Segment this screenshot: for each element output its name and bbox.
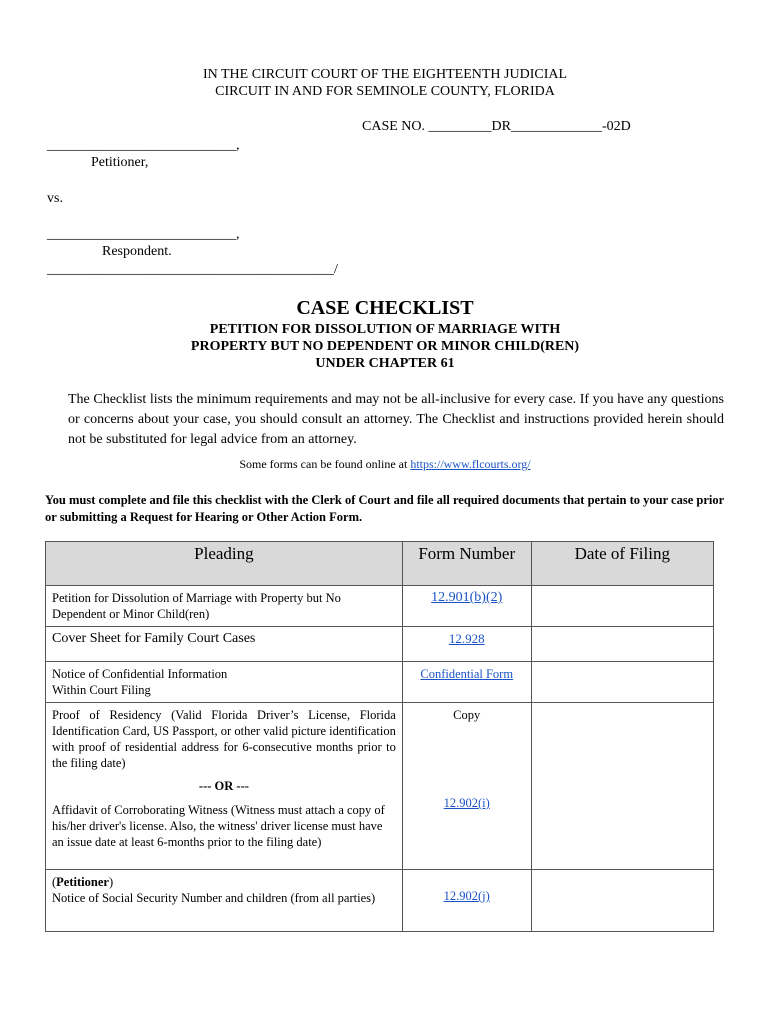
form-link[interactable]: 12.901(b)(2) — [431, 590, 503, 605]
form-copy: Copy — [453, 708, 481, 722]
pleading-cell: (Petitioner) Notice of Social Security Number and children (from all parties) — [52, 875, 376, 905]
header-date-of-filing: Date of Filing — [531, 542, 713, 586]
court-heading — [0, 66, 770, 100]
form-link[interactable]: Confidential Form — [420, 667, 514, 681]
respondent-label: Respondent. — [102, 244, 172, 259]
form-link[interactable]: 12.902(j) — [443, 889, 490, 903]
court-line-2: CIRCUIT IN AND FOR SEMINOLE COUNTY, FLORIDA — [215, 84, 555, 99]
subtitle-line-3: UNDER CHAPTER 61 — [315, 356, 455, 371]
petitioner-label: Petitioner, — [91, 155, 149, 170]
pleading-cell: Cover Sheet for Family Court Cases — [52, 631, 256, 646]
court-line-1: IN THE CIRCUIT COURT OF THE EIGHTEENTH JUDICIAL — [202, 67, 568, 82]
table-row — [46, 627, 714, 662]
case-number-field: CASE NO. _________DR_____________-02D — [362, 119, 631, 134]
date-of-filing-cell[interactable] — [531, 870, 713, 932]
or-separator: --- OR --- — [198, 779, 249, 793]
page-subtitle — [0, 321, 770, 372]
subtitle-line-1: PETITION FOR DISSOLUTION OF MARRIAGE WITH — [209, 322, 561, 337]
pleading-cell: Notice of Confidential Information Within Court Filing — [52, 667, 228, 697]
flcourts-link[interactable]: https://www.flcourts.org/ — [410, 457, 531, 471]
form-link[interactable]: 12.902(i) — [443, 796, 490, 810]
date-of-filing-cell[interactable] — [531, 662, 713, 703]
date-of-filing-cell[interactable] — [531, 703, 713, 870]
header-pleading: Pleading — [46, 542, 403, 586]
table-row — [46, 870, 714, 932]
checklist-table — [45, 541, 714, 932]
date-of-filing-cell[interactable] — [531, 627, 713, 662]
pleading-cell: Proof of Residency (Valid Florida Driver’s License, Florida Identification Card, US Passport, or other valid picture identification with proof of residential address for 6-consecutive months prior to the filing date) — [52, 708, 396, 770]
caption-closing-line: _________________________________________/ — [47, 262, 338, 277]
intro-paragraph: The Checklist lists the minimum requirements and may not be all-inclusive for every case. If you have any questions or concerns about your case, you should consult an attorney. The Checklist and instructions provided herein should not be substituted for legal advice from an attorney. — [68, 392, 724, 447]
online-forms-note — [0, 457, 770, 472]
online-forms-text: Some forms can be found online at — [239, 457, 411, 471]
page-title: CASE CHECKLIST — [296, 297, 474, 319]
header-form-number: Form Number — [402, 542, 531, 586]
subtitle-line-2: PROPERTY BUT NO DEPENDENT OR MINOR CHILD(REN) — [190, 339, 580, 354]
pleading-cell: Petition for Dissolution of Marriage with Property but No Dependent or Minor Child(ren) — [52, 591, 341, 621]
table-header-row — [46, 542, 714, 586]
form-link[interactable]: 12.928 — [448, 631, 485, 646]
respondent-blank: ___________________________, — [47, 227, 240, 242]
petitioner-blank: ___________________________, — [47, 138, 240, 153]
versus-label: vs. — [47, 191, 63, 206]
table-row — [46, 586, 714, 627]
table-row — [46, 662, 714, 703]
filing-instructions: You must complete and file this checklist with the Clerk of Court and file all required documents that pertain to your case prior or submitting a Request for Hearing or Other Action Form. — [45, 493, 724, 524]
alt-pleading-cell: Affidavit of Corroborating Witness (Witness must attach a copy of his/her driver's license. Also, the witness' driver license must have an issue date at least 6-months prior to the filing date) — [52, 803, 385, 849]
date-of-filing-cell[interactable] — [531, 586, 713, 627]
party-label: Petitioner — [56, 875, 109, 889]
table-row — [46, 703, 714, 870]
